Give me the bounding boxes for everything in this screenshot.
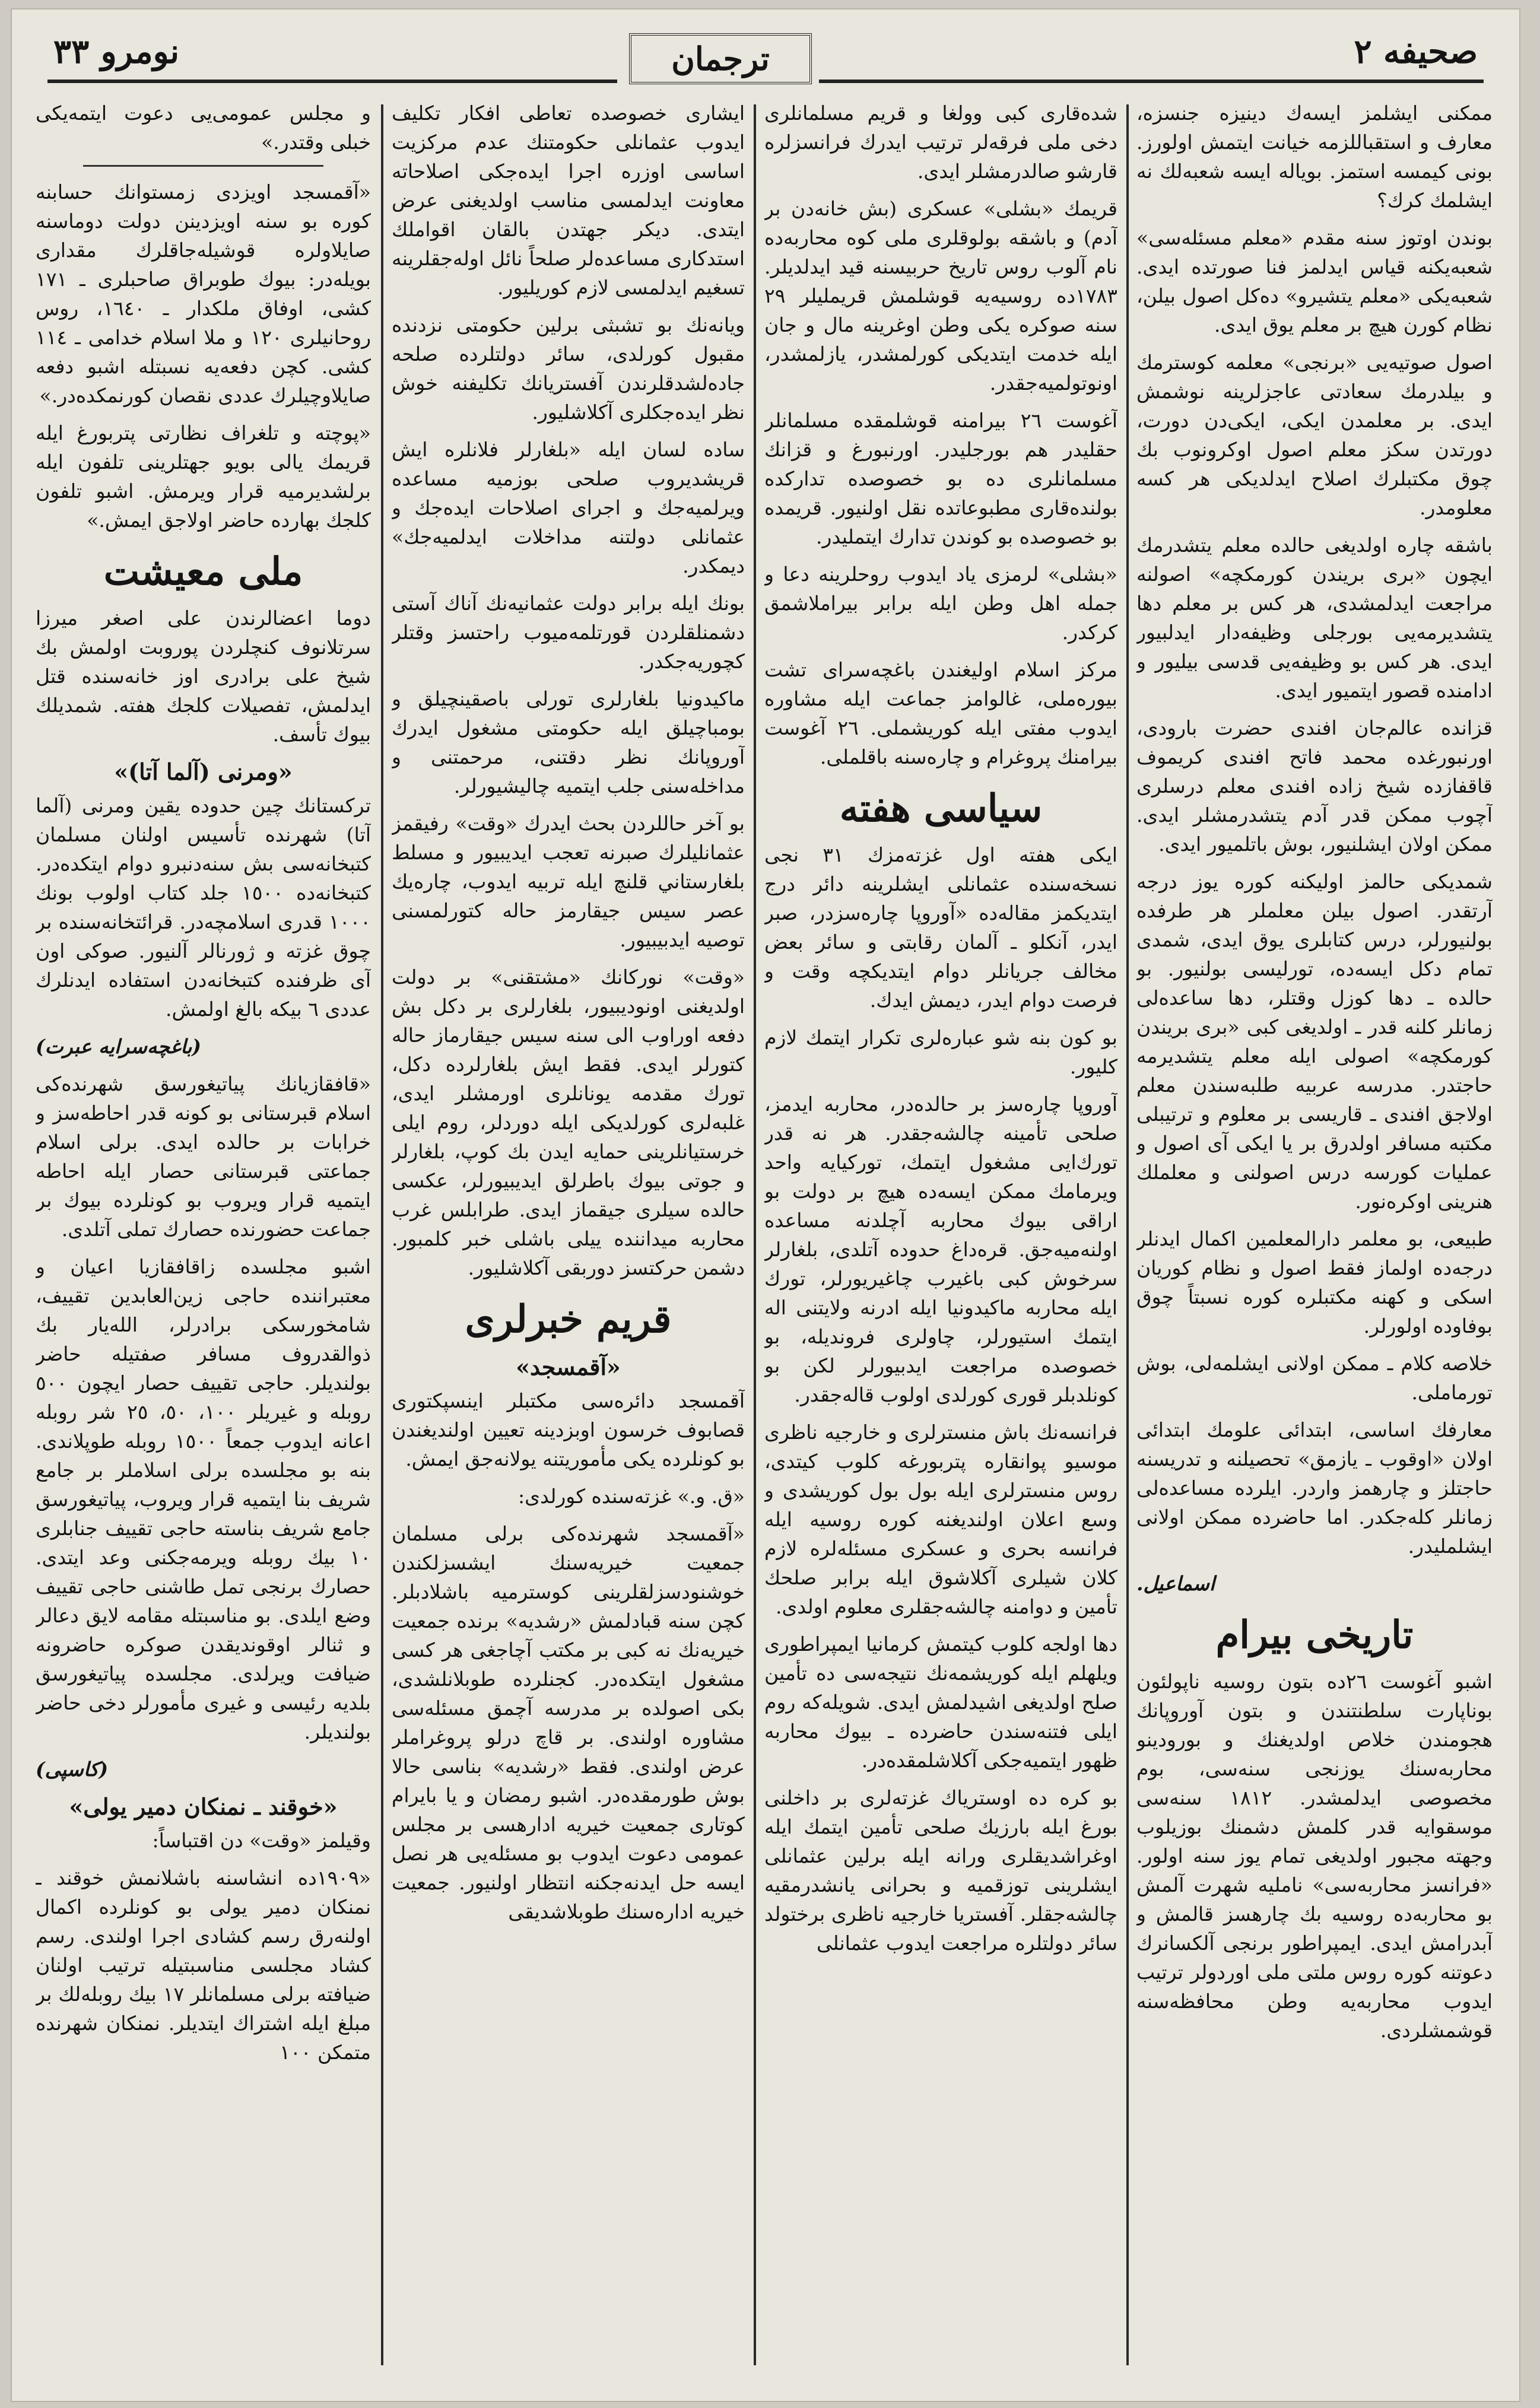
page-number: صحيفه ٢ xyxy=(1354,32,1478,71)
paragraph: دوما اعضالرندن علی اصغر ميرزا سرتلانوف كنچلردن پوروبت اولمش بك شيخ علی برادری اوز خانه‌سنده قتل ايدلمش، تفصيلات كلجك هفته. شمديلك بيوك تأسف. xyxy=(36,606,371,746)
paragraph: وقيلمز «وقت» دن اقتباساً: xyxy=(152,1829,371,1852)
paragraph: شده‌قاری كبی وولغا و قريم مسلمانلری دخی ملی فرقه‌لر ترتيب ايدرك فرانسزلره قارشو صالدرمشلر ايدی. xyxy=(764,101,1117,183)
article-heading-qirim-khabarlari: قريم خبرلری xyxy=(465,1297,672,1342)
paragraph: باشقه چاره اولديغی حالده معلم يتشدرمك ايچون «بری بريندن كورمكچه» اصولنه مراجعت ايدلمشدی، هر كس بر معلم دها يتشديرمه‌يی بورجلی وظيفه‌دار ايدلبيور ايدی. هر كس بو وظيفه‌يی قدسی بيليور و ادامنده قصور ايتميور ايدی. xyxy=(1136,533,1493,702)
paragraph: اشبو آغوست ٢٦ده بتون روسيه ناپولئون بوناپارت سلطنتندن و بتون آوروپانك هجومندن خلاص اولديغنك و بورودينو محاربه‌سنك يوزنجی سنه‌سی، بوم مخصوصی ايدلمشدر. ١٨١٢ سنه‌سی موسقوايه قدر كلمش دشمنك بوزيلوب وجهته مجبور اولديغی تمام يوز سنه اولور. «فرانسز محاربه‌سی» نامليه شهرت آلمش بو محاربه‌ده روسيه بك چارهسز قالمش و آبدرامش ايدی. ايمپراطور برنجی آلكسانرك دعوتنه كوره روس ملتی ملی اوردولر ترتيب ايدوب محاربه‌يه وطن محافظه‌سنه قوشمشلردی. xyxy=(1136,1670,1493,2042)
masthead-rule-left xyxy=(47,80,617,83)
paragraph: ويانه‌نك بو تشبثی برلين حكومتی نزدنده مقبول كورلدی، سائر دولتلرده صلحه جاده‌لشدقلرندن آفستريانك تكليفنه خوش نظر ايده‌جكلری آكلاشليور. xyxy=(392,313,745,424)
paragraph: «١٩٠٩ده انشاسنه باشلانمش خوقند ـ نمنكان دمير يولی بو كونلرده اكمال اولنه‌رق رسم كشادی اجرا اولندی. رسم كشاد مجلسی مناسبتيله ترتيب اولنان ضيافته برلی مسلمانلر ١٧ بيك روبله‌لك بر مبلغ ايله اشتراك ايتديلر. نمنكان شهرنده متمكن ١٠٠ xyxy=(36,1866,371,2064)
column-4 xyxy=(36,99,371,2377)
paragraph: و مجلس عمومی‌يی دعوت ايتمه‌يكی خبلی وقتدر.» xyxy=(36,101,371,154)
paragraph: بو كره ده اوسترياك غزته‌لری بر داخلنی بورغ ايله بارزيك صلحی تأمين ايتمك ايله اوغراشديقلری ورانه ايله برلين عثمانلی ايشلرينی توزقميه و بحرانی يانشدرمقيه چالشه‌جقلر. آفستريا خارجيه ناظری برختولد سائر دولتلره مراجعت ايدوب عثمانلی xyxy=(764,1786,1117,1955)
paragraph: طبيعی، بو معلمر دارالمعلمين اكمال ايدنلر درجه‌ده اولماز فقط اصول و نظام كوريان اسكی و كهنه مكتبلره كوره نسبتاً چوق بوفاوده اولورلر. xyxy=(1136,1227,1493,1338)
separator-rule xyxy=(83,165,323,167)
paragraph: معارفك اساسی، ابتدائی علومك ابتدائی اولان «اوقوب ـ يازمق» تحصيلنه و تدريسنه حاجتلز و چارهمز واردر. ايلرده مساعده‌لی زمانلر كله‌جكدر. اما حاضرده ممكن اولانی ايشلمليدر. xyxy=(1136,1418,1493,1558)
paragraph: بو آخر حاللردن بحث ايدرك «وقت» رفيقمز عثمانليلرك صبرنه تعجب ايديبيور و مسلط بلغارستاني قلنچ ايله تربيه ايدوب، چاره‌يك عصر سيس جيقارمز حاله كتورلمسنی توصيه ايدبيبيور. xyxy=(392,812,745,951)
paragraph: «آقمسجد اويزدی زمستوانك حسابنه كوره بو سنه اويزدينن دولت دوماسنه صايلاولره قوشيله‌جاقلرك مقداری بويله‌در: بيوك طوبراق صاحبلری ـ ١٧١ كشی، اوفاق ملكدار ـ ١٦٤٠، روس روحانيلری ١٢٠ و ملا اسلام خدامی ـ ١١٤ كشی. كچن دفعه‌يه نسبتله اشبو دفعه صايلاوچيلرك عددی نقصان كورنمكده‌در.» xyxy=(36,180,371,407)
paragraph: فرانسه‌نك باش منسترلری و خارجيه ناظری موسيو پوانقاره پتربورغه كلوب كيتدی، روس منسترلری ايله بول بول كوريشدی و وسع اعلان اولنديغنه كوره روسيه ايله فرانسه بحری و عسكری مسئله‌لره لازم كلان شيلری آكلاشوق ايله برابر صلحك تأمين و دوامنه چالشه‌جقلری معلوم اولدی. xyxy=(764,1421,1117,1618)
issue-number: نومرو ٣٣ xyxy=(53,32,180,71)
column-1 xyxy=(1136,99,1493,2377)
paragraph: اشبو مجلسده زاقافقازيا اعيان و معتبراننده حاجی زين‌العابدين تقييف، شامخورسكی برادرلر، الله‌يار بك ذوالقدروف مسافر صفتيله حاضر بولنديلر. حاجی تقييف حصار ايچون ٥٠٠ روبله و غيريلر ١٠٠، ٥٠، ٢٥ شر روبله اعانه ايدوب جمعاً ١٥٠٠ روبله طوپلاندی. بنه بو مجلسده برلی اسلاملر بر جامع شريف بنا ايتميه قرار ويروب، پياتيغورسق جامع شريف بناسته حاجی تقييف جنابلری ١٠ بيك روبله ويرمه‌جكنی وعد ايتدی. حصارك برنجی تمل طاشنی حاجی تقييف وضع ايلدی. بو مناسبتله مقامه لايق دعالر و ثنالر اوقونديقدن صوكره حاضرونه ضيافت ويرلدی. مجلسده پياتيغورسق بلديه رئيسی و غيری مأمورلر دخی حاضر بولنديلر. xyxy=(36,1255,371,1743)
paragraph: مركز اسلام اوليغندن باغچه‌سرای تشت بيوره‌ملی، غالوامز جماعت ايله مشاوره ايدوب مفتی ايله كوريشملی. ٢٦ آغوست بيرامنك پروغرام و چاره‌سنه باقلملی. xyxy=(764,658,1117,768)
newspaper-title-box xyxy=(629,33,812,84)
article-heading-siyasi-hafta: سياسی هفته xyxy=(839,786,1043,831)
paragraph: اصول صوتيه‌يی «برنجی» معلمه كوسترمك و بيلدرمك سعادتی عاجزلرينه نوشمش ايدی. بر معلمدن ايكی، ايكی‌دن دورت، دورتدن سكز معلم اصول اوكرونوب بك چوق مكتبلرك اصلاح ايدلديكی هر كسه معلومدر. xyxy=(1136,351,1493,519)
subheading-kokand-railway: «خوقند ـ نمنكان دمير يولی» xyxy=(69,1793,338,1820)
masthead xyxy=(12,9,1519,99)
newspaper-page xyxy=(11,8,1520,2402)
paragraph: «قافقازيانك پياتيغورسق شهرنده‌كی اسلام قبرستانی بو كونه قدر احاطه‌سز و خرابات بر حالده ايدی. برلی اسلام جماعتی قبرستانی حصار ايله احاطه ايتميه قرار ويروب بو كونلرده بيوك بر جماعت حضورنده حصارك تملی آتلدی. xyxy=(36,1072,371,1241)
column-rule xyxy=(754,104,756,2365)
paragraph: بوندن اوتوز سنه مقدم «معلم مسئله‌سی» شعبه‌يكنه قياس ايدلمز فنا صورتده ايدی. شعبه‌يكی «معلم يتشيرو» ده‌كل اصول بيلن، نظام كورن هيچ بر معلم يوق ايدی. xyxy=(1136,226,1493,336)
column-rule xyxy=(381,104,383,2365)
paragraph: خلاصه كلام ـ ممكن اولانی ايشلمه‌لی، بوش تورماملی. xyxy=(1136,1352,1493,1404)
paragraph: ماكيدونيا بلغارلری تورلی باصقينچيلق و بومباچيلق ايله حكومتی مشغول ايدرك آوروپانك نظر دقتنی، مرحمتنی و مداخله‌سنی جلب ايتميه چاليشيورلر. xyxy=(392,687,745,798)
masthead-rule-right xyxy=(819,80,1484,83)
paragraph: «بشلی» لرمزی ياد ايدوب روحلرينه دعا و جمله اهل وطن ايله برابر بيراملاشمق كركدر. xyxy=(764,563,1117,644)
paragraph: «پوچته و تلغراف نظارتی پتربورغ ايله قريمك يالی بويو جهتلرينی تلفون ايله برلشديرميه قرار ويرمش. اشبو تلفون كلجك بهارده حاضر اولاجق ايمش.» xyxy=(36,421,371,532)
paragraph: قريمك «بشلی» عسكری (بش خانه‌دن بر آدم) و باشقه بولوقلری ملی كوه محاربه‌ده نام آلوب روس تاريخ حربيسنه قيد ايدلديلر. ١٧٨٣ده روسيه‌يه قوشلمش قريمليلر ٢٩ سنه صوكره يكی وطن اوغرينه مال و جان ايله خدمت ايتديكی كورلمشدر، يازلمشدر، اونوتولميه‌جقدر. xyxy=(764,197,1117,395)
column-2 xyxy=(764,99,1117,2377)
columns-area xyxy=(36,99,1495,2377)
source-citation: (كاسپی) xyxy=(36,1758,109,1781)
paragraph: بونك ايله برابر دولت عثمانيه‌نك آناك آستی دشمنلقلردن قورتلمه‌ميوب راحتسز وقتلر كچوريه‌جكدر. xyxy=(392,592,745,673)
paragraph: بو كون بنه شو عباره‌لری تكرار ايتمك لازم كليور. xyxy=(764,1026,1117,1078)
paragraph: «آقمسجد شهرنده‌كی برلی مسلمان جمعيت خيريه‌سنك ايشسزلكندن خوشنودسزلقلرينی كوسترميه باشلادبلر. كچن سنه قبادلمش «رشديه» برنده جمعيت خيريه‌نك نه كبی بر مكتب آچاجغی هر كسی مشغول ايتكده‌در. كجنلرده طوبلانلشدی، بكی اصولده بر مدرسه آچمق مسئله‌سی مشاوره اولندی. بر قاچ درلو پروغراملر عرض اولندی. فقط «رشديه» بناسی حالا بوش طورمقده‌در. اشبو رمضان و يا بايرام كوتاری جمعيت خيريه ادارهسی بر مجلس عمومی دعوت ايدوب بو مسئله‌يی هر نصل ايسه حل ايدنه‌جكنه انتظار اولنيور. جمعيت خيريه اداره‌سنك طوبلاشديقی xyxy=(392,1522,745,1923)
paragraph: آقمسجد دائره‌سی مكتبلر اينسپكتوری قصابوف خرسون اوبزدينه تعيين اولنديغندن بو كونلرده يكی مأموريتنه يولانه‌جق ايمش. xyxy=(392,1389,745,1470)
paragraph: «وقت» نوركانك «مشتقنی» بر دولت اولديغنی اونوديبيور، بلغارلری بر دكل بش دفعه اوراوب الی سنه سيس جيقارماز حاله كتورلر ايدی. فقط ايش بلغارلرده دكل، تورك مقدمه يونانلری اورمشلر ايدی، غلبه‌لری كورلديكی ايله دوردلر، روم ايلی خرستيانلرينی حمايه ايدن بك كوپ، بلغارلر و جوتی بيوك باطرلق ايديبيورلر، عكسی حالده سيلری جيقماز ايدی. طرابلس غرب محاربه ميداننده ييلی باشلی خبر كلمبور. دشمن حركتسز دوربقی آكلاشليور. xyxy=(392,965,745,1279)
paragraph: «ق. و.» غزته‌سنده كورلدی: xyxy=(518,1485,745,1508)
paragraph: دها اولجه كلوب كيتمش كرمانيا ايمپراطوری ويلهلم ايله كوريشمه‌نك نتيجه‌سی ده تأمين صلح اولديغی اشيدلمش ايدی. شويله‌كه روم ايلی فتنه‌سندن حاضرده ـ بيوك محاربه ظهور ايتميه‌جكی آكلاشلمقده‌در. xyxy=(764,1632,1117,1772)
paragraph: ايكی هفته اول غزته‌مزك ٣١ نجی نسخه‌سنده عثمانلی ايشلرينه دائر درج ايتديكمز مقاله‌ده «آوروپا چاره‌سزدر، صبر ايدر، آنكلو ـ آلمان رقابتی و سائر بعض مخالف جريانلر دوام ايتديكچه وقت و فرصت دوام ايدر، ديمش ايدك. xyxy=(764,843,1117,1012)
paragraph: قزانده عالم‌جان افندی حضرت بارودی، اورنبورغده محمد فاتح افندی كريموف قاقفازده شيخ زاده افندی معلم درسلری آچوب ممكن قدر آدم يتشدرمشلر ايدی. ممكن اولان ايشلنيور، بوش باتلميور ايدی. xyxy=(1136,716,1493,856)
subheading-vernyi: «ومرنی (آلما آتا)» xyxy=(114,758,293,785)
paragraph: آوروپا چاره‌سز بر حالده‌در، محاربه ايدمز، صلحی تأمينه چالشه‌جقدر. هر نه قدر تورك‌ايی مشغول ايتمك، توركيايه واحد ويرمامك ممكن ايسه‌ده هيچ بر دولت بو اراقی بيوك محاربه آچلدنه مساعده اولنه‌ميه‌جق. قره‌داغ حدوده آتلدی، بلغارلر سرخوش كبی باغيرب چاغيريورلر، تورك ايله محاربه ماكيدونيا ايله ادرنه ولايتنی اله ايتمك استيورلر، چاولری فرونديله، بو خصوصده مراجعت ايدبيورلر لكن بو كونلدبلر قوری كورلدی اولوب قاله‌جقدر. xyxy=(764,1092,1117,1406)
paragraph: شمديكی حالمز اوليكنه كوره يوز درجه آرتقدر. اصول بيلن معلملر هر طرفده بولنيورلر، درس كتابلری يوق ايدی، شمدی تمام دكل ايسه‌ده، تورليسی بولنيور. بو حالده ـ دها كوزل وقتلر، دها ساعده‌لی زمانلر كلنه قدر ـ اولديغی كبی «برى بريندن كورمكچه» اصولی ايله معلم يتشديرمه حاجتدر. مدرسه عربيه طلبه‌سندن معلم اولاجق افندی ـ قاريسی بر معلوم و ترتيبلی مكتبه مسافر اولدرق بر يا ايكی آی اصول و عمليات كورسه درس اصولنی و معلملك هنرينی اوكره‌نور. xyxy=(1136,870,1493,1213)
article-heading-milli-maishat: ملی معيشت xyxy=(103,549,303,594)
subheading-aqmesjid: «آقمسجد» xyxy=(516,1354,621,1380)
paragraph: ممكنی ايشلمز ايسه‌ك دينيزه جنسزه، معارف و استقباللزمه خيانت ايتمش اولورز. بونی كيمسه استمز. بوياله ايسه شعبه‌لك نه ايشلمك كرك؟ xyxy=(1136,101,1493,212)
paragraph: آغوست ٢٦ بيرامنه قوشلمقده مسلمانلر حقليدر هم بورجليدر. اورنبورغ و قزانك مسلمانلری ده بو خصوصده تداركده بولنده‌قاری مطبوعاتده نقل اولنيور. قريمده بو خصوصده بو كوندن تدارك ايتمليدر. xyxy=(764,409,1117,548)
newspaper-title: ترجمان xyxy=(671,40,770,78)
paragraph: تركستانك چين حدوده يقين ومرنی (آلما آتا) شهرنده تأسيس اولنان مسلمان كتبخانه‌سی بش سنه‌دنبرو دوام ايتكده‌در. كتبخانه‌ده ١٥٠٠ جلد كتاب اولوب بونك ١٠٠٠ قدری اسلامچه‌در. قرائتخانه‌سنده بر چوق غزته و ژورنالر آلنيور. صوكی اون آی ظرفنده كتبخانه‌دن استفاده ايدنلرك عددی ٦ بيكه بالغ اولمش. xyxy=(36,794,371,1021)
column-rule xyxy=(1126,104,1129,2365)
paragraph: ساده لسان ايله «بلغارلر فلانلره ايش قريشديروب صلحی بوزميه مساعده ويرلميه‌جك و اجرای اصلاحات ايده‌جك و عثمانلی دولتنه مداخلات ايدلميه‌جك» ديمكدر. xyxy=(392,438,745,577)
author-signature: اسماعيل. xyxy=(1136,1572,1215,1595)
source-citation: (باغچه‌سرايه عبرت) xyxy=(36,1035,202,1058)
article-heading-tarikhi-bayram: تاريخی بيرام xyxy=(1215,1613,1414,1657)
column-3 xyxy=(392,99,745,2377)
paragraph: ايشاری خصوصده تعاطی افكار تكليف ايدوب عثمانلی حكومتنك عدم مركزيت اساسی اوزره اجرا ايده‌جكی اصلاحاته معاونت ايدلمسی مناسب اولديغنی عرض ايتدی. ديكر جهتدن بالقان اقواملك استدكاری مساعده‌لر صلحاً نائل اوله‌جقلرينه تسغيم ايدلمسی لازم كوريليور. xyxy=(392,101,745,299)
